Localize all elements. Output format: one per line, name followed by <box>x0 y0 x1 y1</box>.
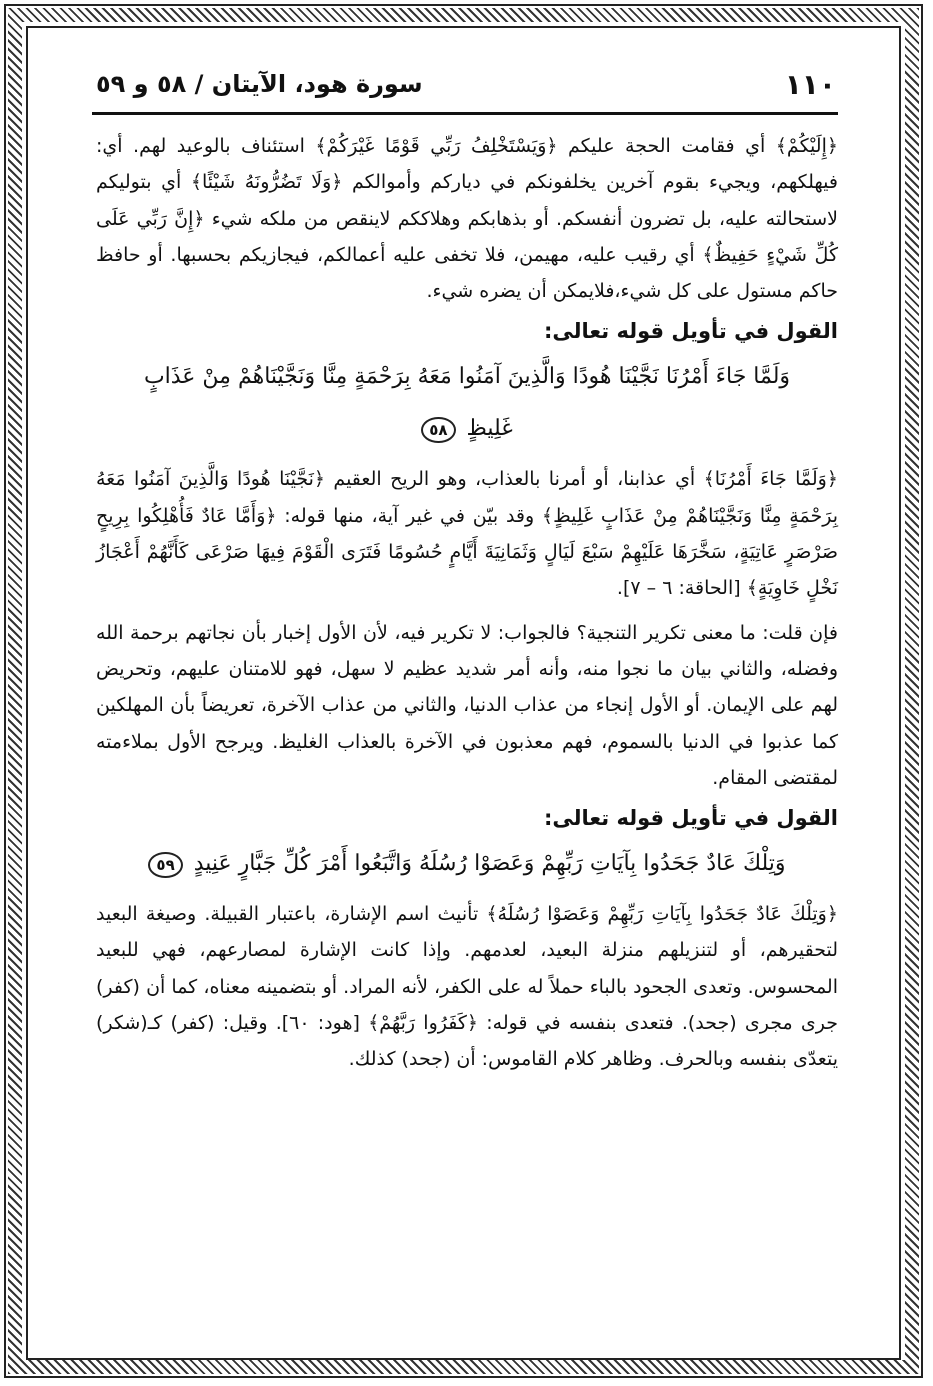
ayah-number-58: ٥٨ <box>421 417 455 443</box>
ayah-number-59: ٥٩ <box>148 852 182 878</box>
section-heading-2: القول في تأويل قوله تعالى: <box>544 806 838 831</box>
page-header <box>96 62 836 106</box>
verse-58-line-2 <box>96 403 838 455</box>
page-number: ١١٠ <box>784 67 836 101</box>
commentary-paragraph-4: ﴿وَتِلْكَ عَادٌ جَحَدُوا بِآيَاتِ رَبِّهِمْ وَعَصَوْا رُسُلَهُ﴾ تأنيث اسم الإشارة، باعتبار القبيلة. وصيغة البعيد لتحقيرهم، أو لتنزيلهم منزلة البعيد، لعدمهم. وإذا كانت الإشارة لمصارعهم، فهي للبعيد المحسوس. وتعدى الجحود بالباء حملاً له على الكفر، لأنه المراد. أو بتضمينه معناه، كما أن (كفر) جرى مجرى (جحد). فتعدى بنفسه في قوله: ﴿كَفَرُوا رَبَّهُمْ﴾ [هود: ٦٠]. وقيل: (كفر) كـ(شكر) يتعدّى بنفسه وبالحرف. وظاهر كلام القاموس: أن (جحد) كذلك. <box>96 903 839 1071</box>
commentary-paragraph-2: ﴿وَلَمَّا جَاءَ أَمْرُنَا﴾ أي عذابنا، أو أمرنا بالعذاب، وهو الريح العقيم ﴿نَجَّيْنَا هُودًا وَالَّذِينَ آمَنُوا مَعَهُ بِرَحْمَةٍ مِنَّا وَنَجَّيْنَاهُمْ مِنْ عَذَابٍ غَلِيظٍ﴾ وقد بيّن في غير آية، منها قوله: ﴿وَأَمَّا عَادٌ فَأُهْلِكُوا بِرِيحٍ صَرْصَرٍ عَاتِيَةٍ، سَخَّرَهَا عَلَيْهِمْ سَبْعَ لَيَالٍ وَثَمَانِيَةَ أَيَّامٍ حُسُومًا فَتَرَى الْقَوْمَ فِيهَا صَرْعَى كَأَنَّهُمْ أَعْجَازُ نَخْلٍ خَاوِيَةٍ﴾ [الحاقة: ٦ – ٧]. <box>96 468 838 600</box>
page-body <box>96 128 838 1078</box>
verse-59-text: وَتِلْكَ عَادٌ جَحَدُوا بِآيَاتِ رَبِّهِمْ وَعَصَوْا رُسُلَهُ وَاتَّبَعُوا أَمْرَ كُلِّ جَبَّارٍ عَنِيدٍ <box>193 851 786 877</box>
commentary-paragraph-1: ﴿إِلَيْكُمْ﴾ أي فقامت الحجة عليكم ﴿وَيَسْتَخْلِفُ رَبِّي قَوْمًا غَيْرَكُمْ﴾ استئناف بالوعيد لهم. أي: فيهلكهم، ويجيء بقوم آخرين يخلفونكم في دياركم وأموالكم ﴿وَلَا تَضُرُّونَهُ شَيْئًا﴾ أي بتوليكم لاستحالته عليه، بل تضرون أنفسكم. أو بذهابكم وهلاككم لاينقص من ملكه شيء ﴿إِنَّ رَبِّي عَلَى كُلِّ شَيْءٍ حَفِيظٌ﴾ أي رقيب عليه، مهيمن، فلا تخفى عليه أعمالكم، فيجازيكم بحسبها. أو حافظ حاكم مستول على كل شيء،فلايمكن أن يضره شيء. <box>96 135 838 303</box>
verse-58-line-1: وَلَمَّا جَاءَ أَمْرُنَا نَجَّيْنَا هُودًا وَالَّذِينَ آمَنُوا مَعَهُ بِرَحْمَةٍ مِنَّا وَنَجَّيْنَاهُمْ مِنْ عَذَابٍ <box>143 364 791 390</box>
running-title: سورة هود، الآيتان / ٥٨ و ٥٩ <box>96 70 423 98</box>
commentary-paragraph-3: فإن قلت: ما معنى تكرير التنجية؟ فالجواب: لا تكرير فيه، لأن الأول إخبار بأن نجاتهم برحمة الله وفضله، والثاني بيان ما نجوا منه، وأنه أمر شديد عظيم لا سهل، فهو للامتنان عليهم، وتحريض لهم على الإيمان. أو الأول إنجاء من عذاب الدنيا، والثاني من عذاب الآخرة، تعريضاً بأن المهلكين كما عذبوا في الدنيا بالسموم، فهم معذبون في الآخرة بالعذاب الغليظ. ويرجح الأول بملاءمته لمقتضى المقام. <box>96 621 838 789</box>
verse-58-final-word: غَلِيظٍ <box>466 416 513 442</box>
header-rule <box>92 112 838 115</box>
section-heading-1: القول في تأويل قوله تعالى: <box>544 319 838 344</box>
verse-59-line-1 <box>96 838 838 890</box>
